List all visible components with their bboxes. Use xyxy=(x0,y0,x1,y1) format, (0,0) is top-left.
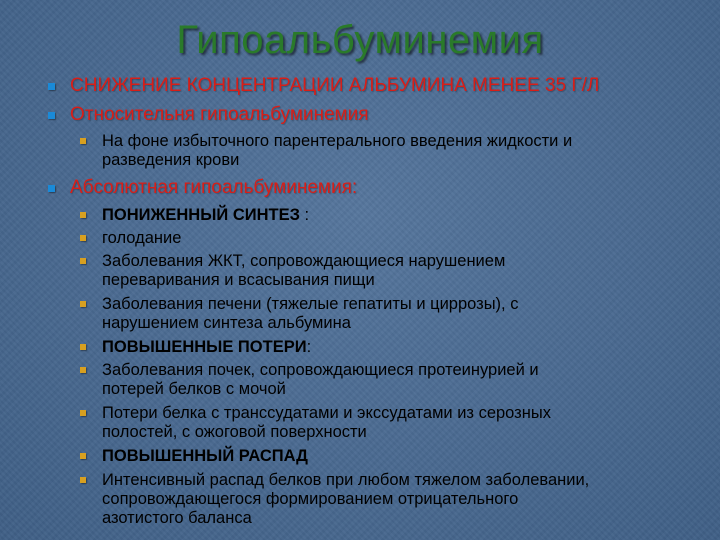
square-bullet-icon xyxy=(80,344,86,350)
sub-bullet-text: Потери белка с транссудатами и экссудатами из серозных полостей, с ожоговой поверхности xyxy=(102,404,551,441)
slide-title: Гипоальбуминемия xyxy=(176,18,544,62)
square-bullet-icon xyxy=(80,301,86,307)
sub-bullet-text: Интенсивный распад белков при любом тяжелом заболевании, сопровождающегося формированием отрицательного азотистого баланса xyxy=(102,471,590,527)
bullet-text: СНИЖЕНИЕ КОНЦЕНТРАЦИИ АЛЬБУМИНА МЕНЕЕ 35 Г/Л xyxy=(70,75,600,96)
square-bullet-icon xyxy=(80,410,86,416)
sub-bullet-text: Заболевания печени (тяжелые гепатиты и циррозы), с нарушением синтеза альбумина xyxy=(102,295,519,332)
sub-bullet-text: ПОВЫШЕННЫЕ ПОТЕРИ: xyxy=(102,338,312,356)
square-bullet-icon xyxy=(80,138,86,144)
square-bullet-icon xyxy=(48,185,55,192)
sub-bullet-text: На фоне избыточного парентерального введения жидкости и разведения крови xyxy=(102,132,573,169)
square-bullet-icon xyxy=(80,453,86,459)
square-bullet-icon xyxy=(80,367,86,373)
square-bullet-icon xyxy=(80,212,86,218)
square-bullet-icon xyxy=(48,112,55,119)
sub-bullet-text: Заболевания почек, сопровождающиеся протеинурией и потерей белков с мочой xyxy=(102,361,539,398)
sub-bullet-text: ПОНИЖЕННЫЙ СИНТЕЗ : xyxy=(102,206,310,224)
square-bullet-icon xyxy=(80,235,86,241)
sub-bullet-text: голодание xyxy=(102,229,182,247)
square-bullet-icon xyxy=(80,477,86,483)
bullet-text: Абсолютная гипоальбуминемия: xyxy=(70,177,358,198)
square-bullet-icon xyxy=(48,83,55,90)
bullet-text: Относительня гипоальбуминемия xyxy=(70,104,369,125)
square-bullet-icon xyxy=(80,258,86,264)
sub-bullet-text: Заболевания ЖКТ, сопровождающиеся нарушением переваривания и всасывания пищи xyxy=(102,252,506,289)
sub-bullet-text: ПОВЫШЕННЫЙ РАСПАД xyxy=(102,447,308,465)
